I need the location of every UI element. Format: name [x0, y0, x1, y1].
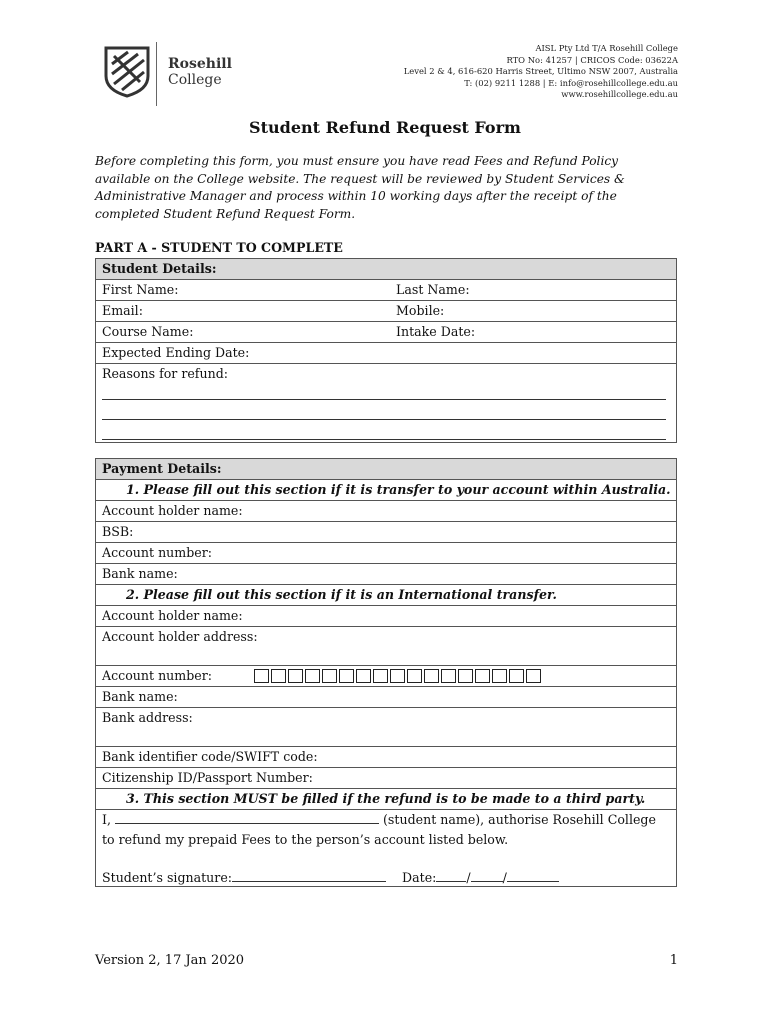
student-name-blank[interactable] [115, 811, 379, 824]
citizenship-id-field[interactable]: Citizenship ID/Passport Number: [96, 767, 676, 788]
answer-line [102, 420, 666, 440]
swift-code-field[interactable]: Bank identifier code/SWIFT code: [96, 746, 676, 767]
account-number-field[interactable]: Account number: [96, 542, 676, 563]
section-header: Student Details: [96, 259, 676, 279]
intl-account-holder-name-field[interactable]: Account holder name: [96, 605, 676, 626]
date-year-blank[interactable] [507, 869, 559, 882]
organisation-details: AISL Pty Ltd T/A Rosehill College RTO No: 41257 | CRICOS Code: 03622A Level 2 & 4, 616-620 Harris Street, Ultimo NSW 2007, Australia T: (02) 9211 1288 | E: info@rosehillcollege.edu.au www.rosehillcollege.edu.au [403, 43, 678, 100]
logo-wordmark: Rosehill College [168, 56, 232, 88]
part-a-heading: PART A - STUDENT TO COMPLETE [95, 240, 343, 255]
expected-ending-date-field[interactable]: Expected Ending Date: [96, 342, 676, 363]
account-holder-address-field[interactable]: Account holder address: [96, 626, 676, 665]
section-1-heading: 1. Please fill out this section if it is transfer to your account within Australia. [96, 479, 676, 500]
form-title: Student Refund Request Form [249, 118, 521, 137]
account-holder-name-field[interactable]: Account holder name: [96, 500, 676, 521]
logo-divider [156, 42, 157, 106]
date-day-blank[interactable] [436, 869, 466, 882]
college-logo [104, 42, 150, 98]
student-details-section [95, 258, 677, 443]
course-name-field[interactable]: Course Name: Intake Date: [96, 321, 676, 342]
intro-text: Before completing this form, you must ensure you have read Fees and Refund Policy available on the College website. The request will be reviewed by Student Services & Administrative Manager and process within 10 working days after the receipt of the completed Student Refund Request Form. [95, 154, 625, 221]
email-field[interactable]: Email: Mobile: [96, 300, 676, 321]
section-2-heading: 2. Please fill out this section if it is an International transfer. [96, 584, 676, 605]
section-3-heading: 3. This section MUST be filled if the refund is to be made to a third party. [96, 788, 676, 809]
authorisation-line-1: I, (student name), authorise Rosehill College [102, 812, 656, 827]
section-header: Payment Details: [96, 459, 676, 479]
account-number-boxes[interactable] [254, 669, 543, 683]
payment-details-section [95, 458, 677, 887]
bank-name-field[interactable]: Bank name: [96, 563, 676, 584]
bank-address-field[interactable]: Bank address: [96, 707, 676, 746]
authorisation-line-2: to refund my prepaid Fees to the person’s account listed below. [102, 832, 509, 847]
bsb-field[interactable]: BSB: [96, 521, 676, 542]
first-name-field[interactable]: First Name: Last Name: [96, 279, 676, 300]
intl-bank-name-field[interactable]: Bank name: [96, 686, 676, 707]
answer-line [102, 400, 666, 420]
third-party-authorisation [96, 809, 676, 886]
intake-date-label: Intake Date: [396, 324, 476, 339]
intl-account-number-field[interactable]: Account number: [96, 665, 676, 686]
signature-blank[interactable] [232, 869, 386, 882]
mobile-label: Mobile: [396, 303, 445, 318]
signature-line: Student’s signature: Date: / / [102, 868, 676, 888]
date-month-blank[interactable] [471, 869, 503, 882]
version-label: Version 2, 17 Jan 2020 [95, 953, 245, 968]
last-name-label: Last Name: [396, 282, 470, 297]
page-number: 1 [669, 953, 678, 968]
reasons-field[interactable]: Reasons for refund: [96, 363, 676, 442]
